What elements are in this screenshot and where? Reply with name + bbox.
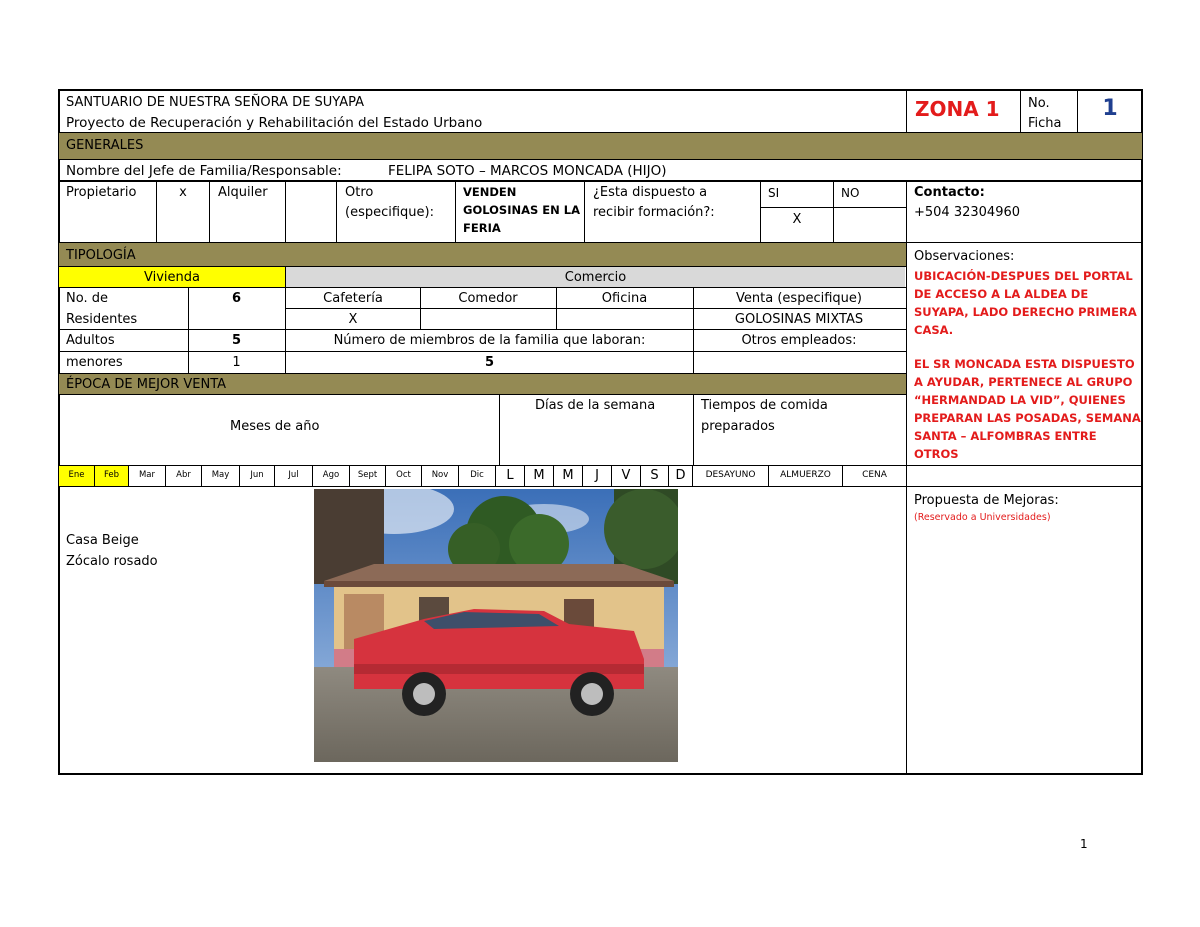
obs-line: SANTA – ALFOMBRAS ENTRE — [914, 429, 1097, 443]
cafeteria-label: Cafetería — [323, 291, 383, 306]
month-cell: Oct — [386, 466, 422, 486]
day-cell: V — [612, 466, 641, 486]
laboran-label: Número de miembros de la familia que laboran: — [333, 333, 646, 348]
otro-value-2: GOLOSINAS EN LA — [463, 203, 580, 217]
day-cell: S — [641, 466, 669, 486]
month-cell: Feb — [95, 466, 129, 486]
propietario-value: x — [179, 185, 187, 200]
org-name: SANTUARIO DE NUESTRA SEÑORA DE SUYAPA — [66, 95, 365, 110]
month-cell: Mar — [129, 466, 166, 486]
foto-desc-1: Casa Beige — [66, 533, 139, 548]
obs-line: SUYAPA, LADO DERECHO PRIMERA — [914, 305, 1137, 319]
page-number: 1 — [1080, 837, 1088, 851]
obs-line: “HERMANDAD LA VID”, QUIENES — [914, 393, 1126, 407]
generales-bar — [59, 133, 1142, 159]
menores-value: 1 — [232, 355, 241, 370]
residentes-label-1: No. de — [66, 291, 108, 306]
month-cell: Jul — [275, 466, 313, 486]
day-cell: D — [669, 466, 693, 486]
tipologia-bar — [59, 243, 906, 266]
day-cell: J — [583, 466, 612, 486]
tiempos-label-2: preparados — [701, 419, 775, 434]
propuesta-note: (Reservado a Universidades) — [914, 512, 1051, 523]
otro-label-1: Otro — [345, 185, 374, 200]
alquiler-label: Alquiler — [218, 185, 268, 200]
day-cell: M — [525, 466, 554, 486]
month-cell: Ago — [313, 466, 350, 486]
ficha-number: 1 — [1102, 96, 1118, 121]
contacto-value: +504 32304960 — [914, 205, 1021, 220]
month-cell: Abr — [166, 466, 202, 486]
meal-cell: ALMUERZO — [769, 466, 843, 486]
obs-line: UBICACIÓN-DESPUES DEL PORTAL — [914, 269, 1133, 283]
otro-label-2: (especifique): — [345, 205, 434, 220]
meal-cell: CENA — [862, 470, 887, 480]
propuesta-label: Propuesta de Mejoras: — [914, 493, 1059, 508]
cafeteria-value: X — [348, 312, 358, 327]
formacion-label-2: recibir formación?: — [593, 205, 715, 220]
otro-value-1: VENDEN — [463, 185, 517, 199]
adultos-label: Adultos — [66, 333, 115, 348]
zona-label: ZONA 1 — [915, 97, 1000, 121]
propietario-label: Propietario — [66, 185, 137, 200]
day-cell: M — [554, 466, 583, 486]
tipologia-title: TIPOLOGÍA — [66, 248, 136, 263]
obs-line: A AYUDAR, PERTENECE AL GRUPO — [914, 375, 1133, 389]
venta-label: Venta (especifique) — [736, 291, 862, 306]
residentes-label-2: Residentes — [66, 312, 138, 327]
foto-desc-2: Zócalo rosado — [66, 554, 158, 569]
month-cell: May — [202, 466, 240, 486]
formacion-label-1: ¿Esta dispuesto a — [593, 185, 708, 200]
month-cell: Jun — [240, 466, 275, 486]
month-cell: Ene — [59, 466, 95, 486]
no-label: NO — [841, 186, 860, 200]
jefe-value: FELIPA SOTO – MARCOS MONCADA (HIJO) — [388, 163, 667, 179]
ficha-label: No. Ficha — [1028, 96, 1062, 131]
obs-line: PREPARAN LAS POSADAS, SEMANA — [914, 411, 1141, 425]
meses-label: Meses de año — [230, 419, 320, 434]
otro-value-3: FERIA — [463, 221, 501, 235]
obs-line: EL SR MONCADA ESTA DISPUESTO — [914, 357, 1135, 371]
meal-cell: DESAYUNO — [693, 466, 769, 486]
month-cell: Sept — [350, 466, 386, 486]
menores-label: menores — [66, 355, 123, 370]
observaciones-label: Observaciones: — [914, 249, 1015, 264]
obs-line: CASA. — [914, 323, 954, 337]
generales-title: GENERALES — [66, 138, 144, 153]
vivienda-label: Vivienda — [144, 270, 200, 285]
comercio-label: Comercio — [564, 270, 627, 285]
si-value: X — [792, 212, 802, 227]
project-name: Proyecto de Recuperación y Rehabilitación del Estado Urbano — [66, 115, 483, 131]
si-label: SI — [768, 186, 780, 200]
jefe-label: Nombre del Jefe de Familia/Responsable: — [66, 163, 342, 179]
obs-line: DE ACCESO A LA ALDEA DE — [914, 287, 1089, 301]
day-cell: L — [496, 466, 525, 486]
laboran-value: 5 — [484, 355, 495, 370]
otros-empleados-label: Otros empleados: — [741, 333, 857, 348]
venta-value: GOLOSINAS MIXTAS — [734, 312, 864, 327]
oficina-label: Oficina — [601, 291, 648, 306]
month-cell: Nov — [422, 466, 459, 486]
contacto-label: Contacto: — [914, 185, 985, 200]
epoca-title: ÉPOCA DE MEJOR VENTA — [66, 377, 227, 392]
residentes-value: 6 — [231, 291, 242, 306]
adultos-value: 5 — [231, 333, 242, 348]
obs-line: OTROS — [914, 447, 959, 461]
dias-label: Días de la semana — [535, 398, 656, 413]
month-cell: Dic — [459, 466, 496, 486]
comedor-label: Comedor — [458, 291, 518, 306]
tiempos-label-1: Tiempos de comida — [701, 398, 828, 413]
house-photo — [314, 489, 678, 762]
